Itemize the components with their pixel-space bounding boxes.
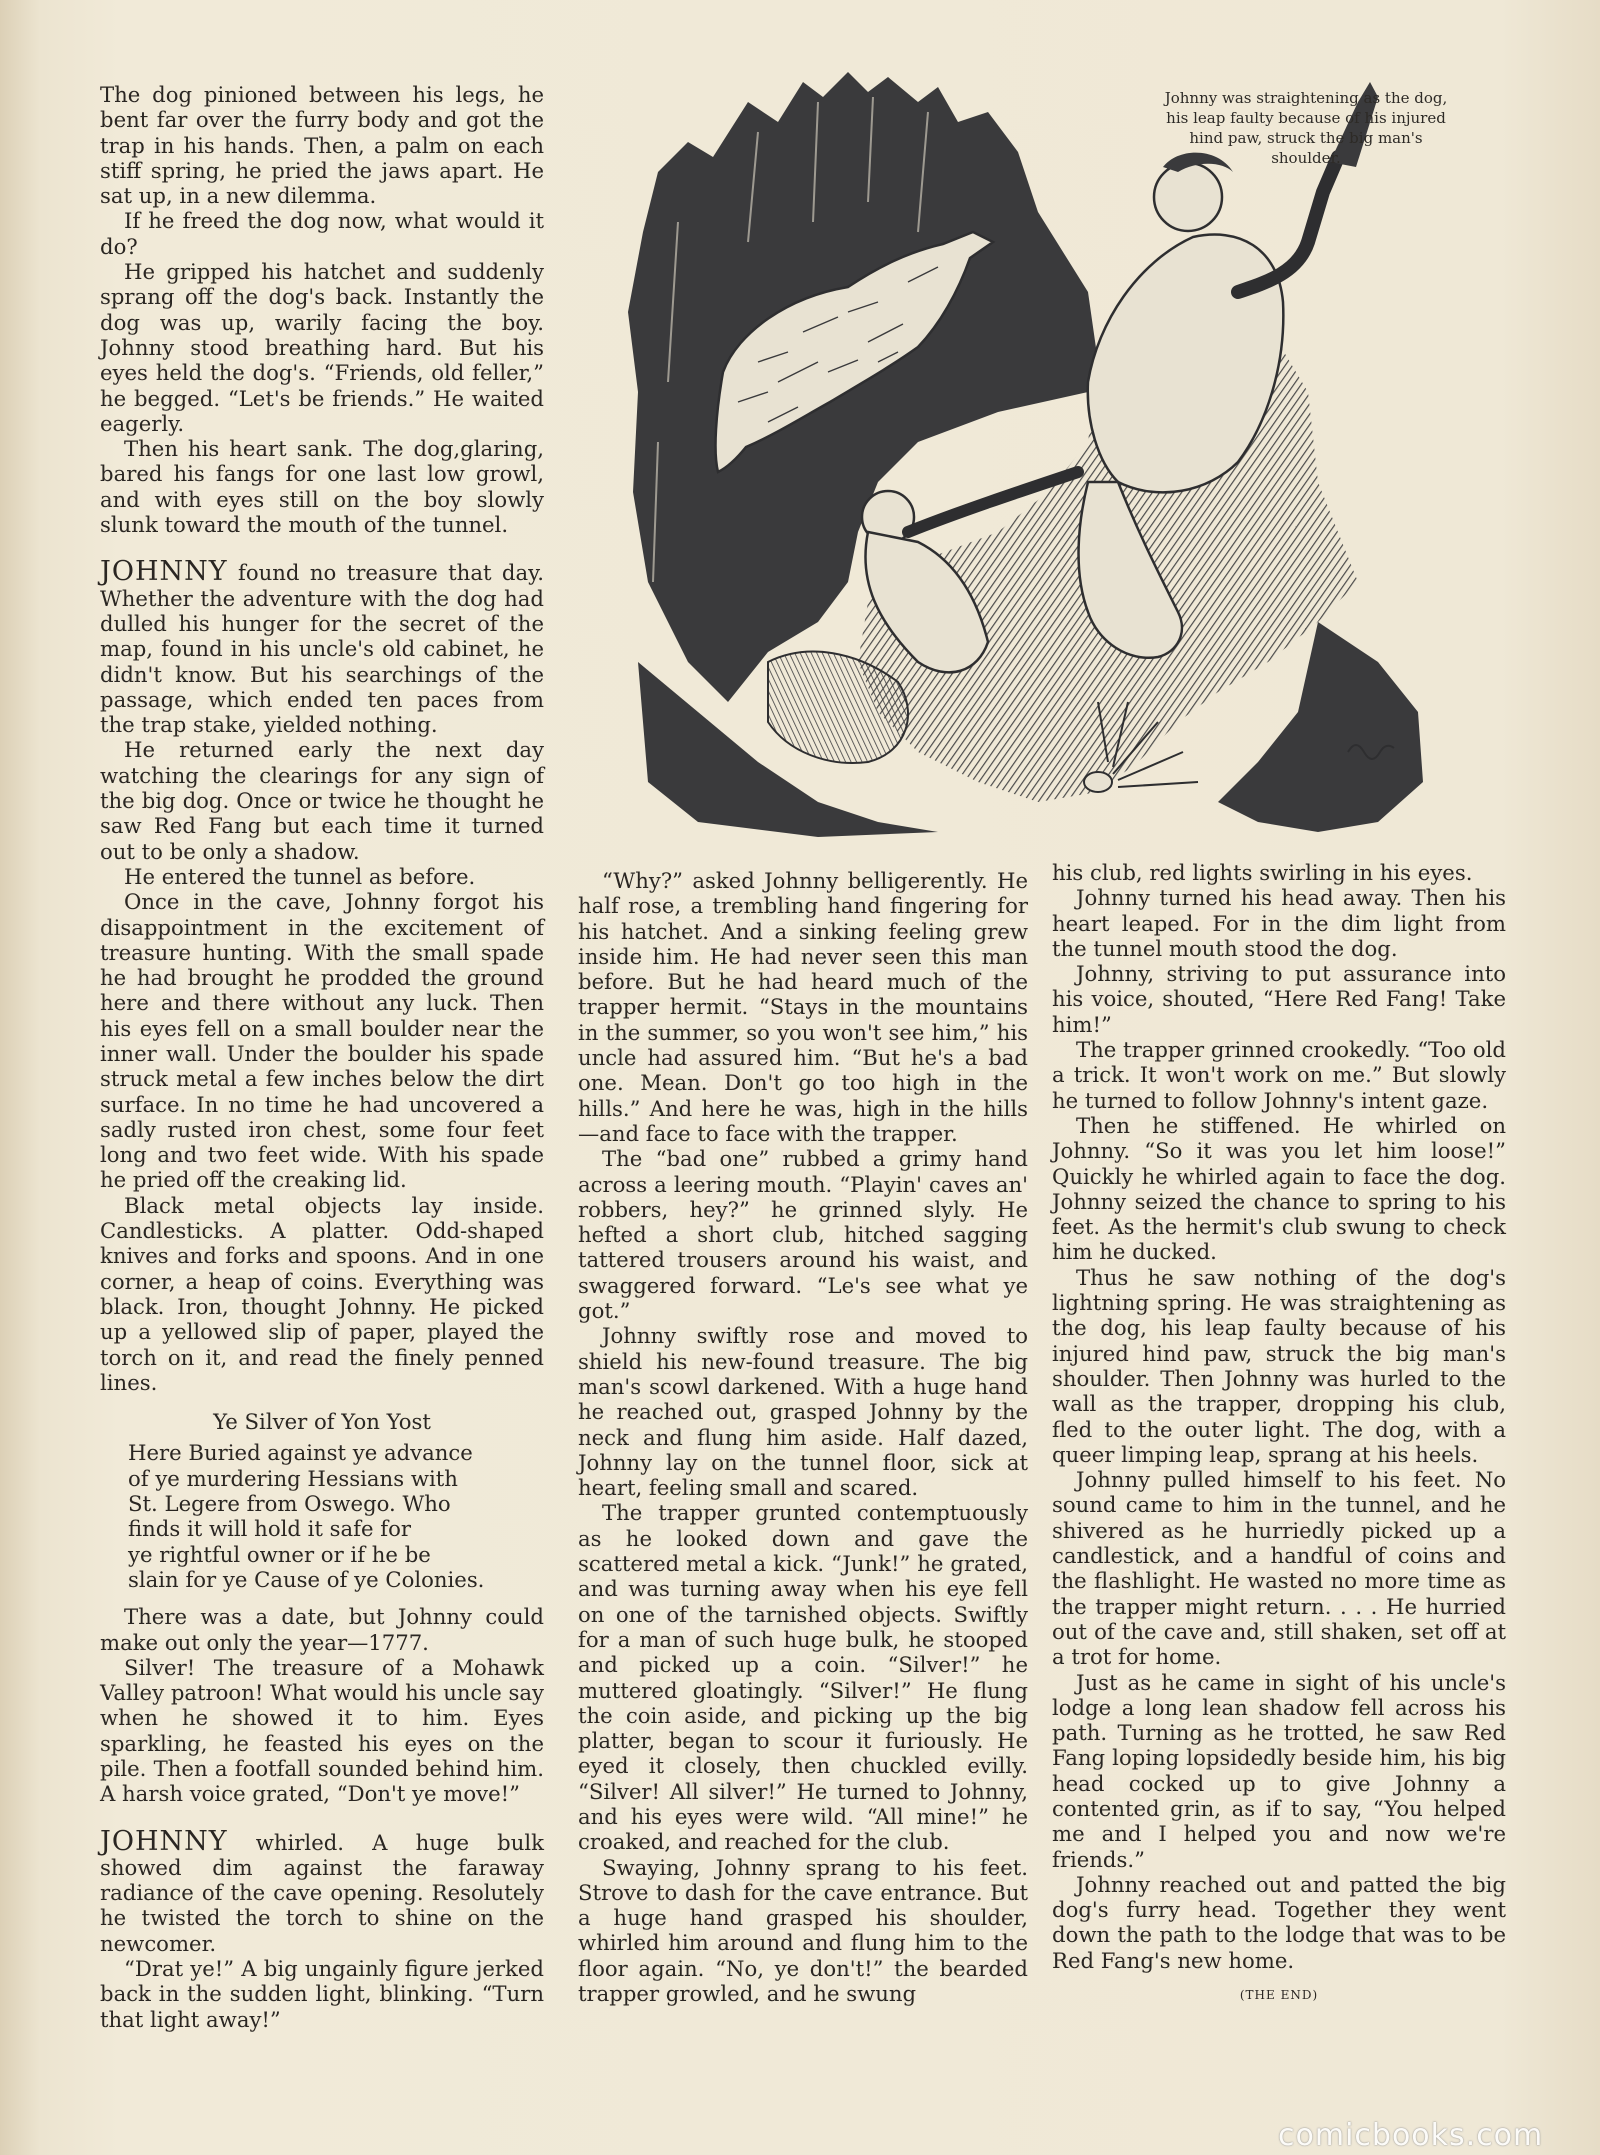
paragraph: The “bad one” rubbed a grimy hand across a leering mouth. “Playin' caves an' robbers, hey?” he grinned slyly. He hefted a short club, hitched sagging tattered trousers around his waist, and swaggered forward. “Le's see what ye got.”: [578, 1146, 1028, 1324]
paragraph: his club, red lights swirling in his eyes.: [1052, 860, 1473, 885]
paragraph: Johnny turned his head away. Then his heart leaped. For in the dim light from the tunnel mouth stood the dog.: [1052, 885, 1506, 961]
paragraph: He entered the tunnel as before.: [124, 863, 476, 889]
verse-title: Ye Silver of Yon Yost: [213, 1409, 431, 1435]
verse-line: St. Legere from Oswego. Who: [128, 1491, 451, 1517]
paragraph: [100, 556, 544, 738]
paragraph: “Drat ye!” A big ungainly figure jerked back in the sudden light, blinking. “Turn that light away!”: [100, 1956, 544, 2032]
paragraph: If he freed the dog now, what would it do?: [100, 208, 544, 259]
paragraph: The dog pinioned between his legs, he bent far over the furry body and got the trap in his hands. Then, a palm on each stiff spring, he pried the jaws apart. He sat up, in a new dilemma.: [100, 82, 544, 209]
paragraph: Black metal objects lay inside. Candlesticks. A platter. Odd-shaped knives and forks and spoons. And in one corner, a heap of coins. Everything was black. Iron, thought Johnny. He picked up a yellowed slip of paper, played the torch on it, and read the finely penned lines.: [100, 1192, 544, 1395]
verse-block: [128, 1440, 532, 1592]
verse-line: slain for ye Cause of ye Colonies.: [128, 1566, 485, 1592]
paragraph: Johnny reached out and patted the big dog's furry head. Together they went down the path to the lodge that was to be Red Fang's new home.: [1052, 1871, 1506, 1973]
watermark: comicbooks.com: [1278, 2118, 1544, 2153]
paragraph: Johnny, striving to put assurance into his voice, shouted, “Here Red Fang! Take him!”: [1052, 961, 1506, 1037]
paragraph: The trapper grinned crookedly. “Too old a trick. It won't work on me.” But slowly he turned to follow Johnny's intent gaze.: [1052, 1037, 1506, 1113]
paragraph: Once in the cave, Johnny forgot his disappointment in the excitement of treasure hunting. With the small spade he had brought he prodded the ground here and there without any luck. Then his eyes fell on a small boulder near the inner wall. Under the boulder his spade struck metal a few inches below the dirt surface. In no time he had uncovered a sadly rusted iron chest, some four feet long and two feet wide. With his spade he pried off the creaking lid.: [100, 889, 544, 1193]
drop-cap-word: JOHNNY: [100, 1825, 228, 1857]
verse-line: of ye murdering Hessians with: [128, 1465, 458, 1491]
paragraph: The trapper grunted contemptuously as he looked down and gave the scattered metal a kick. “Junk!” he grated, and was turning away when his eye fell on one of the tarnished objects. Swiftly for a man of such huge bulk, he stooped and picked up a coin. “Silver!” he muttered gloatingly. “Silver!” He flung the coin aside, and picking up the big platter, began to scour it furiously. He eyed it closely, then chuckled evilly. “Silver! All silver!” He turned to Johnny, and his eyes were wild. “All mine!” he croaked, and reached for the club.: [578, 1500, 1028, 1855]
paragraph: He returned early the next day watching the clearings for any sign of the big dog. Once or twice he thought he saw Red Fang but each time it turned out to be only a shadow.: [100, 737, 544, 864]
paragraph-text: found no treasure that day. Whether the adventure with the dog had dulled his hunger for the secret of the map, found in his uncle's old cabinet, he didn't know. But his searchings of the passage, which ended ten paces from the trap stake, yielded nothing.: [100, 560, 544, 738]
drop-cap-word: JOHNNY: [100, 556, 228, 588]
paragraph: There was a date, but Johnny could make out only the year—1777.: [100, 1604, 544, 1655]
paragraph: Then he stiffened. He whirled on Johnny. “So it was you let him loose!” Quickly he whirled again to face the dog. Johnny seized the chance to spring to his feet. As the hermit's club swung to check him he ducked.: [1052, 1112, 1506, 1265]
paragraph-text: whirled. A huge bulk showed dim against the faraway radiance of the cave opening. Resolutely he twisted the torch to shine on the newcomer.: [100, 1829, 544, 1956]
paragraph: Silver! The treasure of a Mohawk Valley patroon! What would his uncle say when he showed it to him. Eyes sparkling, he feasted his eyes on the pile. Then a footfall sounded behind him. A harsh voice grated, “Don't ye move!”: [100, 1654, 544, 1807]
paragraph: He gripped his hatchet and suddenly sprang off the dog's back. Instantly the dog was up, warily facing the boy. Johnny stood breathing hard. But his eyes held the dog's. “Friends, old feller,” he begged. “Let's be friends.” He waited eagerly.: [100, 259, 544, 436]
paragraph: [100, 1825, 544, 1956]
trapper-head: [1154, 163, 1222, 231]
end-mark: (THE END): [1239, 1988, 1319, 2003]
paragraph: Johnny swiftly rose and moved to shield his new-found treasure. The big man's scowl darkened. With a huge hand he reached out, grasped Johnny by the neck and flung him aside. Half dazed, Johnny lay on the tunnel floor, sick at heart, feeling small and scared.: [578, 1323, 1028, 1501]
verse-line: Here Buried against ye advance: [128, 1440, 473, 1466]
verse-line: ye rightful owner or if he be: [128, 1541, 431, 1567]
verse-line: finds it will hold it safe for: [128, 1516, 412, 1542]
paragraph: “Why?” asked Johnny belligerently. He half rose, a trembling hand fingering for his hatchet. And a sinking feeling grew inside him. He had never seen this man before. But he had heard much of the trapper hermit. “Stays in the mountains in the summer, so you won't see him,” his uncle had assured him. “But he's a bad one. Mean. Don't go too high in the hills.” And here he was, high in the hills—and face to face with the trapper.: [578, 868, 1028, 1146]
paragraph: Swaying, Johnny sprang to his feet. Strove to dash for the cave entrance. But a huge hand grasped his shoulder, whirled him around and flung him to the floor again. “No, ye don't!” the bearded trapper growled, and he swung: [578, 1854, 1028, 2007]
text-column-2: [578, 868, 1028, 2006]
text-column-1: [100, 82, 544, 2032]
paragraph: Just as he came in sight of his uncle's lodge a long lean shadow fell across his path. Turning as he trotted, he saw Red Fang loping lopsidedly beside him, his big head cocked up to give Johnny a contented grin, as if to say, “You helped me and I helped you and now we're friends.”: [1052, 1669, 1506, 1872]
text-column-3: [1052, 860, 1506, 2008]
paragraph: Johnny pulled himself to his feet. No sound came to him in the tunnel, and he shivered as he hurriedly picked up a candlestick, and a handful of coins and the flashlight. He wasted no more time as the trapper might return. . . . He hurried out of the cave and, still shaken, set off at a trot for home.: [1052, 1467, 1506, 1670]
illustration-caption: Johnny was straightening as the dog, his leap faulty because of his injured hind paw, struck the big man's shoulder.: [1164, 89, 1448, 167]
flashlight-icon: [1084, 772, 1112, 792]
paragraph: Thus he saw nothing of the dog's lightning spring. He was straightening as the dog, his leap faulty because of his injured hind paw, struck the big man's shoulder. Then Johnny was hurled to the wall as the trapper, dropping his club, fled to the outer light. The dog, with a queer limping leap, sprang at his heels.: [1052, 1264, 1506, 1467]
paragraph: Then his heart sank. The dog,glaring, bared his fangs for one last low growl, and with eyes still on the boy slowly slunk toward the mouth of the tunnel.: [100, 436, 544, 538]
cave-illustration: [618, 62, 1428, 840]
